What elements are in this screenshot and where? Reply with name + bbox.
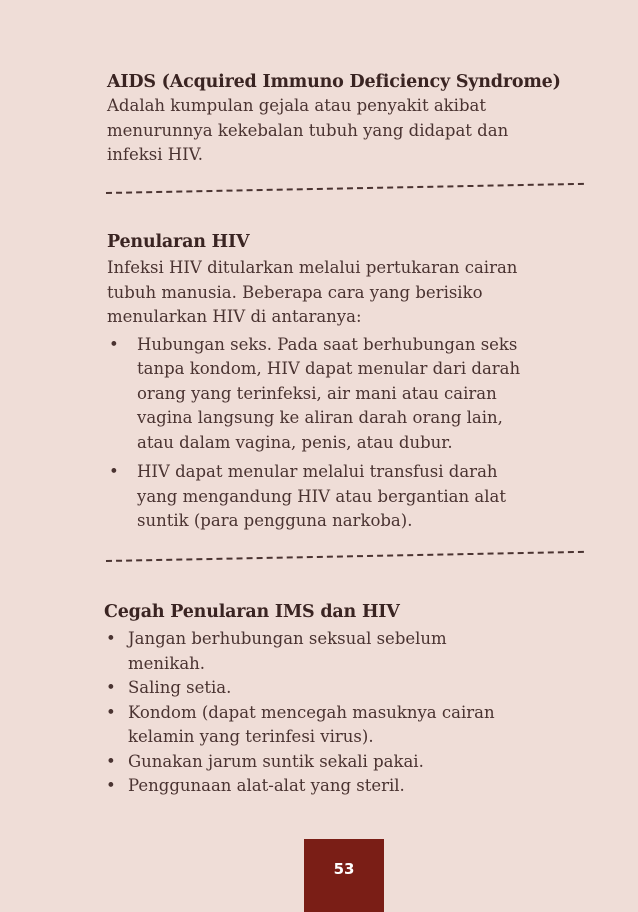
bullet-icon: • xyxy=(109,462,119,481)
list-item xyxy=(104,750,584,775)
text-line: Jangan berhubungan seksual sebelum xyxy=(128,629,447,648)
text-line: menurunnya kekebalan tubuh yang didapat dan xyxy=(107,120,509,140)
text-line: Penggunaan alat-alat yang steril. xyxy=(128,776,405,795)
page-number-box xyxy=(304,839,384,912)
list-item xyxy=(107,333,587,456)
text-line: Hubungan seks. Pada saat berhubungan seks xyxy=(137,334,518,354)
text-line: menikah. xyxy=(128,653,206,673)
text-line: tanpa kondom, HIV dapat menular dari darah xyxy=(137,359,521,378)
text-line: Infeksi HIV ditularkan melalui pertukaran cairan xyxy=(107,258,518,277)
section-divider xyxy=(106,183,584,194)
penularan-bullet-list xyxy=(107,333,587,534)
text-line: kelamin yang terinfesi virus). xyxy=(128,727,374,746)
list-item xyxy=(104,774,584,799)
cegah-section xyxy=(104,600,584,799)
list-item xyxy=(104,627,584,676)
list-item xyxy=(107,460,587,534)
section-divider xyxy=(106,551,584,562)
penularan-heading: Penularan HIV xyxy=(107,232,250,252)
text-line: Gunakan jarum suntik sekali pakai. xyxy=(128,751,424,771)
bullet-icon: • xyxy=(109,334,119,354)
cegah-heading: Cegah Penularan IMS dan HIV xyxy=(104,602,400,622)
text-line: atau dalam vagina, penis, atau dubur. xyxy=(137,432,453,452)
text-line: infeksi HIV. xyxy=(107,145,203,164)
text-line: suntik (para pengguna narkoba). xyxy=(137,511,413,530)
cegah-bullet-list xyxy=(104,627,584,799)
aids-section xyxy=(107,70,587,168)
bullet-icon: • xyxy=(106,678,116,697)
text-line: orang yang terinfeksi, air mani atau cairan xyxy=(137,383,497,403)
page-number: 53 xyxy=(333,860,355,878)
text-line: tubuh manusia. Beberapa cara yang berisiko xyxy=(107,282,483,302)
bullet-icon: • xyxy=(106,776,116,795)
bullet-icon: • xyxy=(106,629,116,648)
text-line: HIV dapat menular melalui transfusi darah xyxy=(137,462,498,481)
penularan-section xyxy=(107,230,587,534)
aids-heading: AIDS (Acquired Immuno Deficiency Syndrome) xyxy=(107,72,561,92)
bullet-icon: • xyxy=(106,751,116,771)
text-line: Kondom (dapat mencegah masuknya cairan xyxy=(128,702,495,722)
text-line: vagina langsung ke aliran darah orang lain, xyxy=(137,408,503,427)
text-line: yang mengandung HIV atau bergantian alat xyxy=(137,486,506,506)
bullet-icon: • xyxy=(106,702,116,722)
list-item xyxy=(104,701,584,750)
text-line: Adalah kumpulan gejala atau penyakit akibat xyxy=(107,96,486,115)
aids-definition xyxy=(107,94,587,168)
text-line: Saling setia. xyxy=(128,678,232,697)
list-item xyxy=(104,676,584,701)
penularan-intro xyxy=(107,256,587,330)
text-line: menularkan HIV di antaranya: xyxy=(107,307,362,326)
